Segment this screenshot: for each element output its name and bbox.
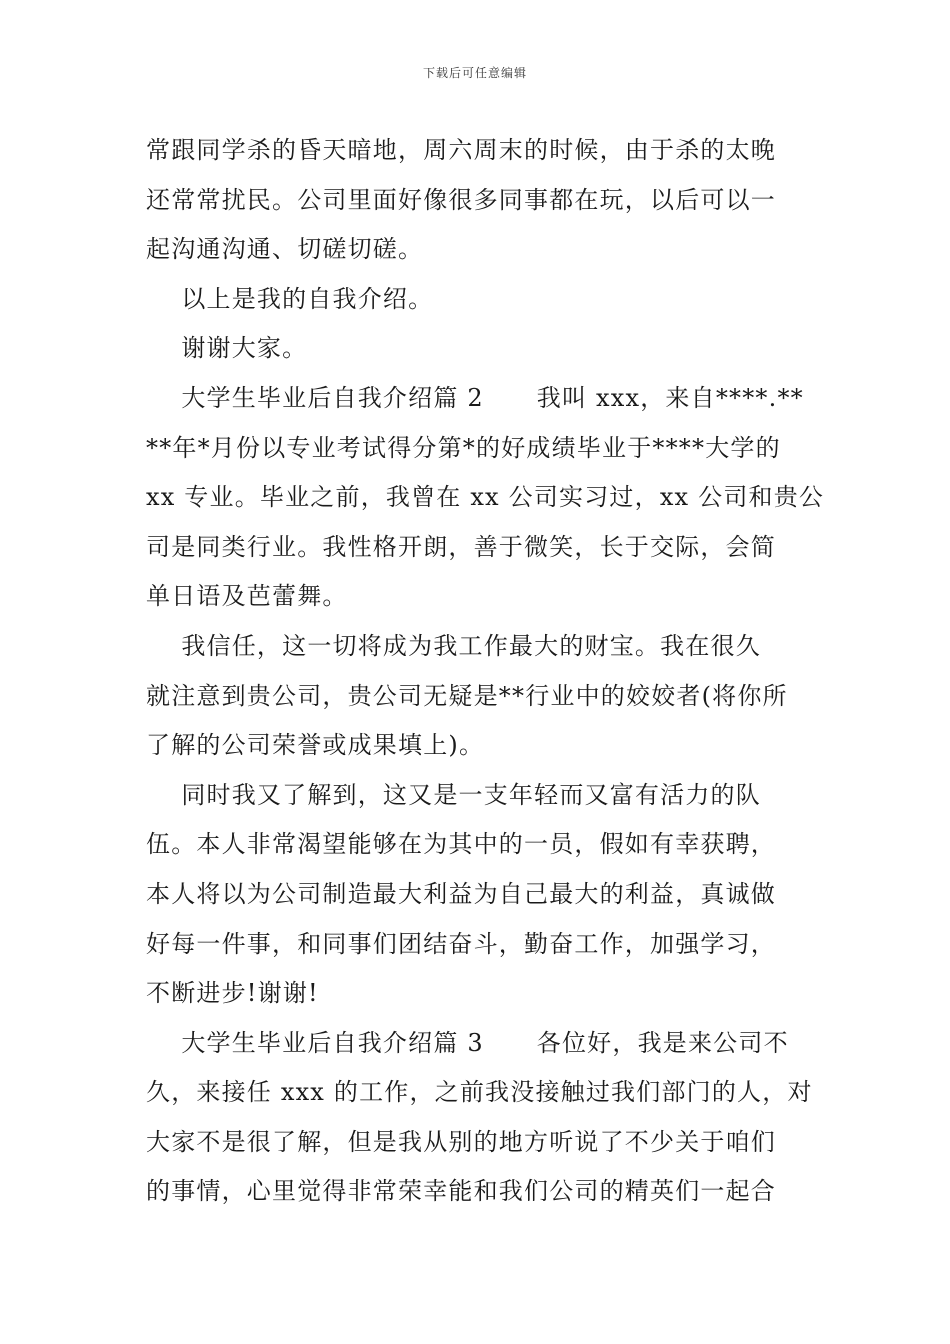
text-line: 以上是我的自我介绍。 bbox=[146, 284, 434, 313]
text-line: 久，来接任 xxx 的工作，之前我没接触过我们部门的人，对 bbox=[146, 1078, 813, 1107]
text-line: 伍。本人非常渴望能够在为其中的一员，假如有幸获聘， bbox=[146, 830, 776, 859]
text-line: 单日语及芭蕾舞。 bbox=[146, 582, 348, 611]
page-header: 下载后可任意编辑 bbox=[422, 66, 527, 80]
text-line: 不断进步!谢谢! bbox=[146, 979, 319, 1008]
text-line: 还常常扰民。公司里面好像很多同事都在玩，以后可以一 bbox=[146, 185, 776, 214]
text-line: 本人将以为公司制造最大利益为自己最大的利益，真诚做 bbox=[146, 879, 776, 908]
text-line: 就注意到贵公司，贵公司无疑是**行业中的姣姣者(将你所 bbox=[146, 681, 788, 710]
text-line: 我信任，这一切将成为我工作最大的财宝。我在很久 bbox=[146, 631, 761, 660]
text-line: 好每一件事，和同事们团结奋斗，勤奋工作，加强学习， bbox=[146, 929, 776, 958]
text-line: 同时我又了解到，这又是一支年轻而又富有活力的队 bbox=[146, 780, 761, 809]
text-line: 了解的公司荣誉或成果填上)。 bbox=[146, 731, 485, 760]
text-line: 大家不是很了解，但是我从别的地方听说了不少关于咱们 bbox=[146, 1127, 776, 1156]
text-line: **年*月份以专业考试得分第*的好成绩毕业于****大学的 bbox=[146, 433, 781, 462]
text-line: xx 专业。毕业之前，我曾在 xx 公司实习过，xx 公司和贵公 bbox=[146, 483, 825, 512]
text-line: 大学生毕业后自我介绍篇 3 各位好，我是来公司不 bbox=[146, 1028, 789, 1057]
text-line: 常跟同学杀的昏天暗地，周六周末的时候，由于杀的太晚 bbox=[146, 136, 776, 164]
text-line: 起沟通沟通、切磋切磋。 bbox=[146, 235, 424, 264]
text-line: 谢谢大家。 bbox=[146, 334, 308, 363]
text-line: 司是同类行业。我性格开朗，善于微笑，长于交际，会简 bbox=[146, 532, 776, 561]
text-line: 的事情，心里觉得非常荣幸能和我们公司的精英们一起合 bbox=[146, 1177, 776, 1206]
document-body bbox=[146, 126, 825, 1217]
text-line: 大学生毕业后自我介绍篇 2 我叫 xxx，来自****.** bbox=[146, 383, 804, 412]
